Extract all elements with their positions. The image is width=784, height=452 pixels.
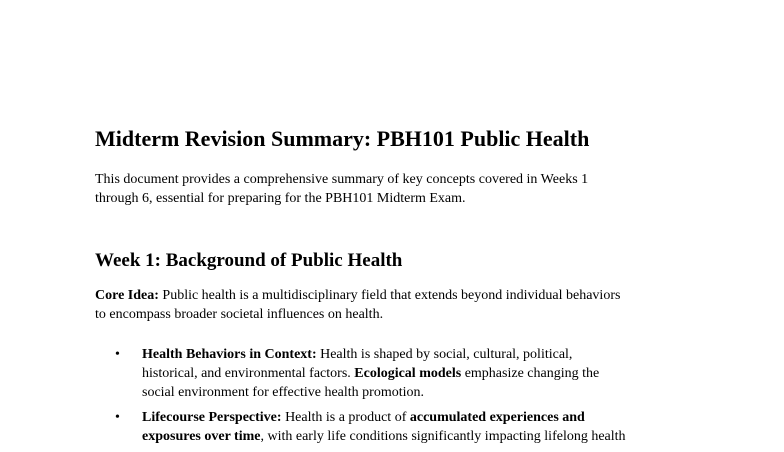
bullet-emphasis: accumulated experiences and — [409, 410, 585, 425]
bullet-label: Health Behaviors in Context: — [142, 347, 317, 362]
bullet-text: Health is shaped by social, cultural, political, — [316, 347, 573, 362]
intro-line-1: This document provides a comprehensive summary of key concepts covered in Weeks 1 — [95, 172, 589, 187]
bullet-text: historical, and environmental factors. — [142, 366, 355, 381]
bullet-icon: • — [115, 347, 120, 362]
bullet-emphasis: exposures over time — [142, 429, 261, 444]
core-idea-paragraph — [95, 286, 705, 324]
list-item — [95, 408, 695, 446]
core-idea-line-2: to encompass broader societal influences on health. — [95, 307, 384, 322]
week1-heading: Week 1: Background of Public Health — [95, 250, 403, 271]
bullet-icon: • — [115, 410, 120, 425]
bullet-emphasis: Ecological models — [354, 366, 462, 381]
bullet-text: social environment for effective health promotion. — [142, 385, 424, 400]
document-title: Midterm Revision Summary: PBH101 Public Health — [95, 126, 590, 151]
core-idea-label: Core Idea: — [95, 288, 159, 303]
bullet-text: , with early life conditions significantly impacting lifelong health — [260, 429, 626, 444]
intro-line-2: through 6, essential for preparing for the PBH101 Midterm Exam. — [95, 191, 466, 206]
core-idea-line-1: Public health is a multidisciplinary field that extends beyond individual behaviors — [158, 288, 621, 303]
intro-paragraph — [95, 170, 695, 208]
bullet-text: Health is a product of — [281, 410, 410, 425]
bullet-label: Lifecourse Perspective: — [142, 410, 282, 425]
list-item — [95, 345, 695, 402]
bullet-text: emphasize changing the — [461, 366, 600, 381]
week1-bullet-list — [95, 345, 695, 452]
